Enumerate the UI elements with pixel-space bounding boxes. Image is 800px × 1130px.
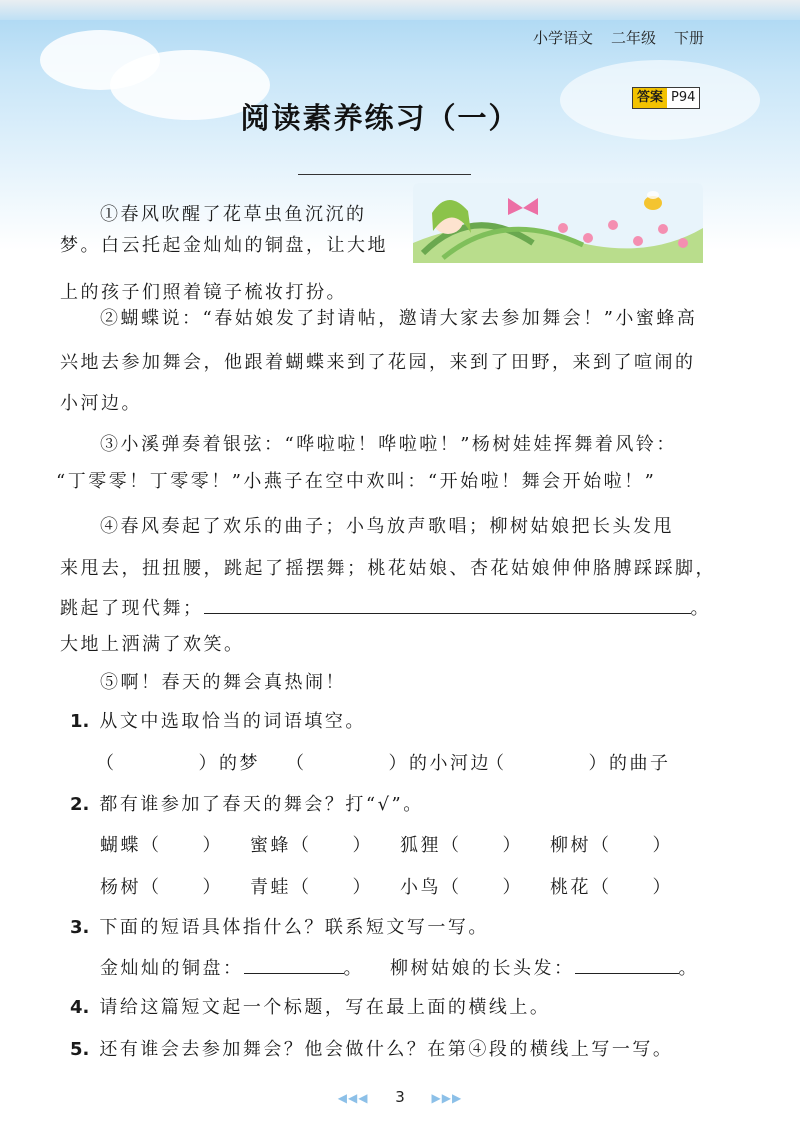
paragraph-line: ③小溪弹奏着银弦：“哗啦啦！哗啦啦！”杨树娃娃挥舞着风铃：	[100, 434, 677, 455]
page-footer	[0, 1088, 800, 1106]
question-text: 都有谁参加了春天的舞会？打“√”。	[99, 794, 424, 815]
checkbox-option[interactable]: 蝴蝶（ ）	[100, 835, 223, 856]
paragraph-line: ⑤啊！春天的舞会真热闹！	[100, 672, 346, 693]
paragraph-line: ④春风奏起了欢乐的曲子；小鸟放声歌唱；柳树姑娘把长头发甩	[100, 516, 674, 537]
question-number: 1.	[70, 711, 90, 732]
paragraph-line: “丁零零！丁零零！”小燕子在空中欢叫：“开始啦！舞会开始啦！”	[56, 471, 657, 492]
answer-label: 答案	[633, 88, 667, 108]
question-text: 请给这篇短文起一个标题，写在最上面的横线上。	[99, 997, 551, 1018]
paragraph-line: 兴地去参加舞会，他跟着蝴蝶来到了花园，来到了田野，来到了喧闹的	[60, 352, 696, 373]
paragraph-line: 小河边。	[60, 393, 142, 414]
paragraph-line-with-blank	[60, 594, 711, 620]
write-in-blank[interactable]	[204, 597, 691, 614]
paragraph-line: ①春风吹醒了花草虫鱼沉沉的	[100, 204, 367, 225]
header-grade: 二年级	[610, 29, 656, 47]
write-in-blank[interactable]	[575, 957, 679, 974]
top-band	[0, 0, 800, 20]
checkbox-option[interactable]: 桃花（ ）	[550, 877, 673, 898]
next-arrows-icon: ▶▶▶	[431, 1091, 463, 1105]
phrase-label: 金灿灿的铜盘：	[100, 958, 244, 979]
header-subject: 小学语文	[532, 29, 593, 47]
question-number: 4.	[70, 997, 90, 1018]
checkbox-option[interactable]: 杨树（ ）	[100, 877, 223, 898]
fill-blank-item[interactable]: （ ）的曲子	[486, 753, 671, 774]
paragraph-text: 跳起了现代舞；	[60, 598, 204, 619]
punctuation: 。	[343, 958, 364, 979]
punctuation: 。	[690, 598, 711, 619]
paragraph-line: 来甩去，扭扭腰，跳起了摇摆舞；桃花姑娘、杏花姑娘伸伸胳膊踩踩脚，	[60, 558, 716, 579]
answer-page: P94	[667, 88, 699, 108]
question-text: 从文中选取恰当的词语填空。	[99, 711, 366, 732]
page-title: 阅读素养练习（一）	[240, 101, 520, 135]
question-number: 5.	[70, 1039, 90, 1060]
checkbox-option[interactable]: 狐狸（ ）	[400, 835, 523, 856]
fill-blank-item[interactable]: （ ）的梦	[96, 753, 260, 774]
page-header	[533, 27, 704, 48]
title-blank-line	[298, 174, 471, 175]
question-text: 还有谁会去参加舞会？他会做什么？在第④段的横线上写一写。	[99, 1039, 674, 1060]
page-number: 3	[395, 1088, 405, 1106]
checkbox-option[interactable]: 蜜蜂（ ）	[250, 835, 373, 856]
checkbox-option[interactable]: 柳树（ ）	[550, 835, 673, 856]
paragraph-line: ②蝴蝶说：“春姑娘发了封请帖，邀请大家去参加舞会！”小蜜蜂高	[100, 308, 698, 329]
question-number: 3.	[70, 917, 90, 938]
fill-blank-item[interactable]: （ ）的小河边	[286, 753, 491, 774]
punctuation: 。	[678, 958, 699, 979]
paragraph-line: 大地上洒满了欢笑。	[60, 634, 245, 655]
paragraph-line: 梦。白云托起金灿灿的铜盘，让大地	[60, 235, 388, 256]
spring-illustration	[413, 183, 703, 263]
phrase-label: 柳树姑娘的长头发：	[390, 958, 575, 979]
write-in-blank[interactable]	[244, 957, 344, 974]
question-text: 下面的短语具体指什么？联系短文写一写。	[99, 917, 489, 938]
checkbox-option[interactable]: 小鸟（ ）	[400, 877, 523, 898]
paragraph-line: 上的孩子们照着镜子梳妆打扮。	[60, 282, 347, 303]
question-number: 2.	[70, 794, 90, 815]
checkbox-option[interactable]: 青蛙（ ）	[250, 877, 373, 898]
header-volume: 下册	[673, 29, 704, 47]
prev-arrows-icon: ◀◀◀	[337, 1091, 369, 1105]
